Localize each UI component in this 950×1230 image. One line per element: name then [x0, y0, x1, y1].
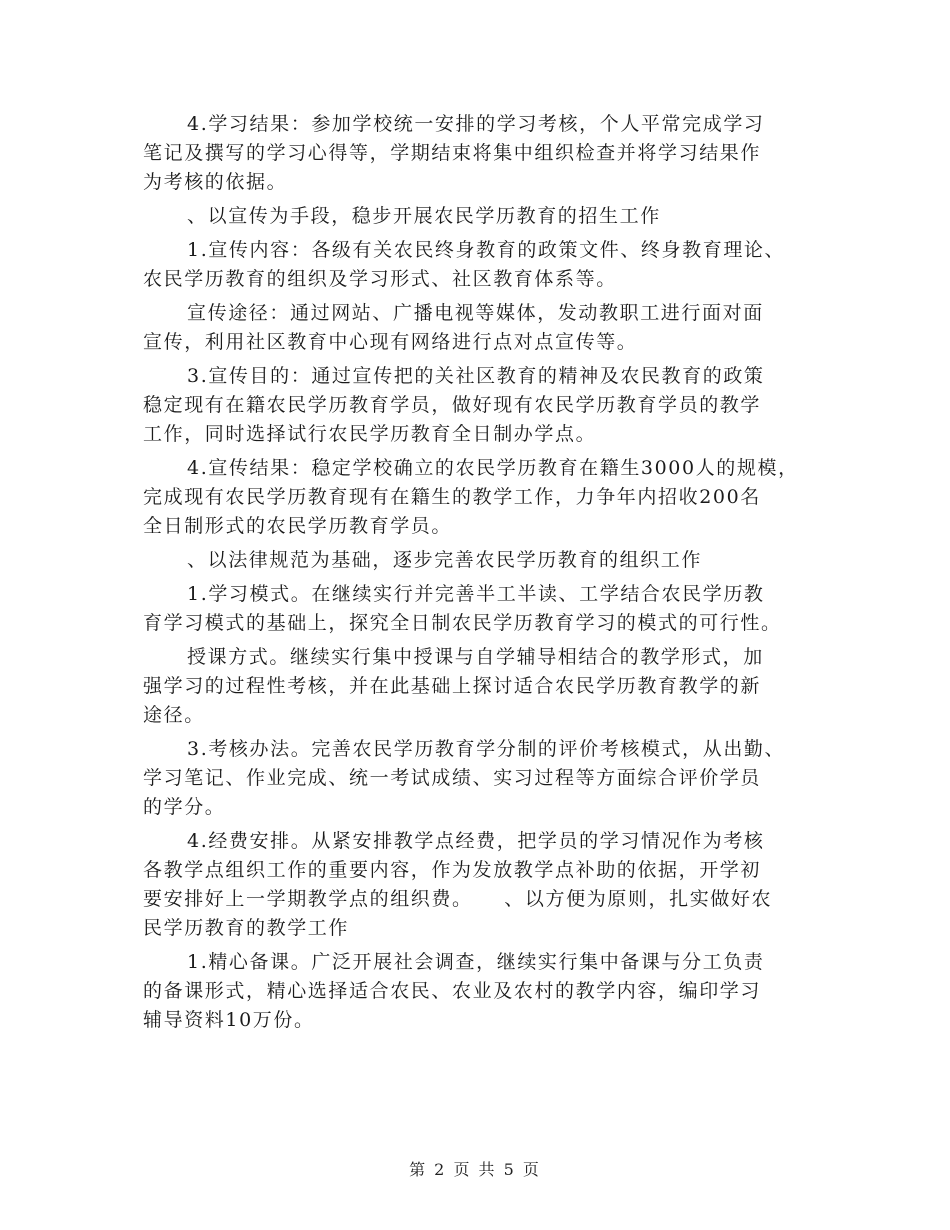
text-line: 育学习模式的基础上，探究全日制农民学历教育学习的模式的可行性。 — [143, 612, 782, 634]
text-line: 4.宣传结果：稳定学校确立的农民学历教育在籍生3000人的规模， — [187, 457, 799, 479]
paragraph-publicity-results — [143, 454, 813, 541]
paragraph-publicity-content — [143, 236, 813, 294]
text-line: 1.精心备课。广泛开展社会调查，继续实行集中备课与分工负责 — [187, 951, 765, 973]
text-line: 、以宣传为手段，稳步开展农民学历教育的招生工作 — [187, 205, 661, 227]
paragraph-study-mode — [143, 580, 813, 638]
text-line: 的备课形式，精心选择适合农民、农业及农村的教学内容，编印学习 — [143, 980, 762, 1002]
text-line: 的学分。 — [143, 796, 226, 818]
paragraph-publicity-purpose — [143, 362, 813, 449]
text-line: 强学习的过程性考核，并在此基础上探讨适合农民学历教育教学的新 — [143, 675, 762, 697]
text-line: 各教学点组织工作的重要内容，作为发放教学点补助的依据，开学初 — [143, 859, 762, 881]
text-line: 稳定现有在籍农民学历教育学员，做好现有农民学历教育学员的教学 — [143, 394, 762, 416]
text-line: 1.学习模式。在继续实行并完善半工半读、工学结合农民学历教 — [187, 583, 765, 605]
text-line: 1.宣传内容：各级有关农民终身教育的政策文件、终身教育理论、 — [187, 239, 786, 261]
text-line: 4.学习结果：参加学校统一安排的学习考核，个人平常完成学习 — [187, 113, 765, 135]
text-line: 全日制形式的农民学历教育学员。 — [143, 515, 453, 537]
text-line: 笔记及撰写的学习心得等，学期结束将集中组织检查并将学习结果作 — [143, 142, 762, 164]
text-line: 工作，同时选择试行农民学历教育全日制办学点。 — [143, 423, 597, 445]
text-line: 民学历教育的教学工作 — [143, 917, 350, 939]
paragraph-publicity-channels — [143, 299, 813, 357]
text-line: 授课方式。继续实行集中授课与自学辅导相结合的教学形式，加 — [187, 646, 764, 668]
paragraph-assessment-method — [143, 735, 813, 822]
text-line: 4.经费安排。从紧安排教学点经费，把学员的学习情况作为考核 — [187, 830, 765, 852]
text-line: 农民学历教育的组织及学习形式、社区教育体系等。 — [143, 268, 617, 290]
text-line: 3.宣传目的：通过宣传把的关社区教育的精神及农民教育的政策 — [187, 365, 765, 387]
paragraph-teaching-method — [143, 643, 813, 730]
text-line: 3.考核办法。完善农民学历教育学分制的评价考核模式，从出勤、 — [187, 738, 786, 760]
text-line: 完成现有农民学历教育现有在籍生的教学工作，力争年内招收200名 — [143, 486, 761, 508]
text-line: 宣传途径：通过网站、广播电视等媒体，发动教职工进行面对面 — [187, 302, 764, 324]
section-heading-organization — [143, 546, 813, 575]
page-number-footer: 第 2 页 共 5 页 — [409, 1160, 541, 1179]
text-line: 、以法律规范为基础，逐步完善农民学历教育的组织工作 — [187, 549, 703, 571]
text-line: 宣传，利用社区教育中心现有网络进行点对点宣传等。 — [143, 331, 638, 353]
text-line: 学习笔记、作业完成、统一考试成绩、实习过程等方面综合评价学员 — [143, 767, 762, 789]
text-line: 辅导资料10万份。 — [143, 1009, 315, 1031]
text-line: 为考核的依据。 — [143, 171, 288, 193]
document-body — [143, 110, 813, 1035]
text-line: 要安排好上一学期教学点的组织费。 、以方便为原则，扎实做好农 — [143, 888, 773, 910]
section-heading-publicity — [143, 202, 813, 231]
text-line: 途径。 — [143, 704, 205, 726]
paragraph-funding — [143, 827, 813, 943]
paragraph-lesson-prep — [143, 948, 813, 1035]
paragraph-study-results — [143, 110, 813, 197]
